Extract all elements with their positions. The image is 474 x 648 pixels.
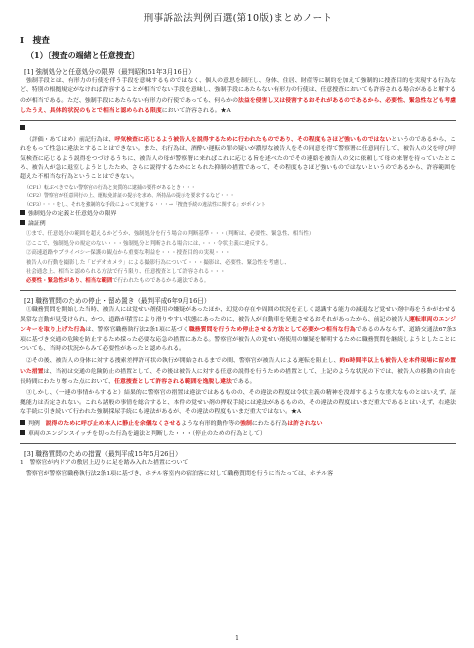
case-1-p2-highlight: 呼気検査に応じるよう被告人を説得するために行われたものであり、その程度もさほど強いものではない — [114, 136, 392, 144]
divider — [20, 443, 456, 444]
case-1-paragraph-2 — [20, 135, 456, 182]
square-bullet-icon — [20, 125, 25, 130]
case-2-p2-text: ②その後、被告人の身体に対する捜索差押許可状の執行が開始されるまでの間、警察官が被告人による運転を阻止し、 — [26, 358, 340, 365]
case-1-highlight: 法益を侵害し又は侵害するおそれがあるのであるから、必要性、緊急性なども考慮したうえ、具体的状況のもとで相当と認められる限度 — [20, 96, 456, 114]
page-number: 1 — [235, 635, 239, 642]
square-bullet-icon — [20, 420, 25, 425]
argument-line-4: 被告人の行動を撮影した「ビデオカメラ」による撮影行為について・・・撮影は、必要性、緊急性を考慮し、 — [26, 259, 290, 266]
subsection-heading: （1）〔捜査の端緒と任意捜査〕 — [26, 50, 140, 60]
bullet-text-end: にわたる行為 — [251, 421, 288, 428]
case-2-paragraph-3: ③しかし、（一連の事情からすると）結果的に警察官の措置は違法ではあるものの、その違法の程度は令状主義の精神を没却するような重大なものとはいえず、証拠能力は否定されない。これら諸般の事情を総合すると、本件の覚せい剤の押収手続には違法があるものの、その違法の程度はいまだ重大であるとはいえず、右違法な手続に引き続いて行われた強制採尿手続にも違法があるが、その違法の程度もいまだ重大ではない。★A — [20, 390, 456, 415]
argument-line-6 — [26, 277, 456, 285]
argument-highlight: 必要性・緊急性があり、相当な範囲 — [26, 278, 113, 285]
case-2-text-mid: は、警察官職務執行法2条1項に基づく — [85, 327, 189, 334]
square-bullet-icon — [20, 210, 25, 215]
document-title: 刑事訴訟法判例百選(第10版)まとめノート — [143, 13, 333, 24]
bullet-text: 強制処分の定義と任意処分の限界 — [28, 211, 117, 218]
square-bullet-icon — [20, 220, 25, 225]
section-heading: Ⅰ 捜査 — [20, 36, 50, 46]
case-2-text: ①職務質問を開始した当時、被告人には覚せい剤使用の嫌疑があったほか、幻覚の存在や周囲の状況を正しく認識する能力の減退など覚せい剤中毒をうかがわせる異常な言動が見受けられ、かつ、道路が積雪により滑りやすい状態にあったのに、被告人が自動車を発進させるおそれがあったから、前記の被告人 — [20, 306, 456, 324]
case-1-heading: [1] 強制処分と任意処分の限界（最判昭和51年3月16日） — [24, 68, 195, 76]
case-2-text-end: であるのみならず、道路交通法67条3項に基づき交通の危険を防止するため採った必要な応急の措置にあたる。警察官が被告人の覚せい剤使用の嫌疑を解明するために職務質問を継続しようとしたことについても、当時の状況からみて必要性があったと認められる。 — [20, 327, 456, 353]
case-2-p2-text-mid: は、当初は交通の危険防止の措置として、その後は被告人に対する任意の説得を行うための措置として、上記のような状況の下では、被告人の移動の自由を長時間にわたり奪った点において、 — [20, 368, 457, 385]
case-2-paragraph-2 — [20, 356, 456, 387]
bullet-rule — [20, 125, 456, 134]
case-2-heading: [2] 職務質問のための停止・留め置き（最判平成6年9月16日） — [24, 296, 211, 305]
case-2-highlight-2: 職務質問を行うため停止させる方法として必要かつ相当な行為 — [188, 326, 356, 334]
bullet-highlight-1: 説得のために呼び止め本人に静止を余儀なくさせる — [45, 420, 182, 428]
case-2-p2-text-end: である。 — [231, 378, 256, 385]
case-1-paragraph-1 — [20, 77, 456, 116]
cf-note-3: （CF3）・・・をし、それを強制的な手段によって実施する・・・→「捜査手続の違法性に関する」がポイント — [24, 201, 266, 208]
case-3-heading: [3] 職務質問のための措置（最判平成15年5月26日） — [24, 450, 182, 459]
argument-line-5: 社会通念上、相当と認められる方法で行う限り、任意捜査として許容される・・・ — [26, 269, 226, 276]
bullet-text-mid: ような有形的動作等の — [181, 421, 241, 428]
bullet-text: 車両のエンジンスイッチを切った行為を適法と判断した・・・（停止のための行為として） — [28, 431, 266, 438]
case-2-p2-highlight-2: 任意捜査として許容される範囲を逸脱し違法 — [114, 377, 232, 385]
square-bullet-icon — [20, 430, 25, 435]
case-1-p2-text-2: というのであるから、これをもって性急に違法とすることはできない。また、右行為は、酒酔い運転の罪の疑いが濃厚な被告人をその同意を得て警察署に任意同行して、被告人の父を呼び呼気検査に応じるよう説得をつづけるうちに、被告人の母が警察署に来ればこれに応じる旨を述べたのでその連絡を被告人の父に依頼して母の来署を待っていたところ、被告人が急に退室しようとしたため、さらに説得するためにとられた抑制の措置であって、その程度もさほど強いものではないというのであるから、許容範囲を超えた不相当な行為ということはできない。 — [20, 137, 457, 181]
bullet-text: 判例 — [28, 421, 46, 428]
cf-note-1: （CF1）転ぶべきでない警察官の行為と実質的に逮捕の要件があるとき・・・ — [24, 184, 196, 191]
cf-note-2: （CF2）警察官が任意同行の上、運転免許証の提示を求め、所持品の提示を要求するなど・・・ — [24, 193, 235, 200]
case-3-paragraph-1: 1 警察官が内ドアの敷居上辺りに足を踏み入れた措置について — [20, 460, 189, 467]
argument-line-1: ①まで、任意処分の範囲を超えるかどうか、強制処分を行う場合の判断基準・・・（判断は、必要性、緊急性、相当性） — [26, 231, 315, 238]
argument-text: で行われたものであるから適法である。 — [112, 278, 210, 285]
divider — [20, 290, 456, 291]
case-1-text: 強制手段とは、有形力の行使を伴う手段を意味するものではなく、個人の意思を制圧し、身体、住居、財産等に制約を加えて強制的に捜査目的を実現する行為など、特別の根拠規定がなければ許容することが相当でない手段を意味し、強制手段にあたらない有形力の行使は、任意捜査においても許容される場合があると解するのが相当である。ただ、強制手段にあたらない有形力の行使であっても、何らかの — [20, 78, 456, 104]
bullet-item-2 — [20, 220, 456, 229]
case-1-text-end: において許容される。★A — [161, 107, 231, 114]
bullet-text: 論証例 — [28, 221, 46, 228]
argument-line-3: ②高速道路やプライバシー保護の観点から重要な利益を・・・捜査目的の実現・・・ — [26, 250, 231, 257]
case-2-paragraph-1 — [20, 306, 456, 354]
case-1-p2-text: （評価・あてはめ）前記行為は、 — [26, 137, 115, 144]
case-2-p2-highlight-1: 約6時間半以上も被告人を本件現場に留め置いた措置 — [20, 357, 457, 375]
case-2-highlight-1: 運転車両のエンジンキーを取り上げた行為 — [20, 316, 457, 334]
bullet-item-3 — [20, 419, 456, 429]
bullet-item-1 — [20, 210, 456, 219]
argument-line-2: ②ここで、強制処分の規定のない・・・強制処分と判断される場合には、・・・令状主義に違反する。 — [26, 240, 272, 247]
bullet-item-4 — [20, 430, 456, 439]
bullet-highlight-3: は許されない — [287, 420, 323, 428]
bullet-highlight-2: 強制 — [240, 420, 252, 428]
divider — [20, 120, 456, 121]
case-3-paragraph-2: 警察官が警察官職務執行法2条1項に基づき、ホテル客室内の宿泊客に対して職務質問を行うに当たっては、ホテル客 — [26, 471, 334, 478]
